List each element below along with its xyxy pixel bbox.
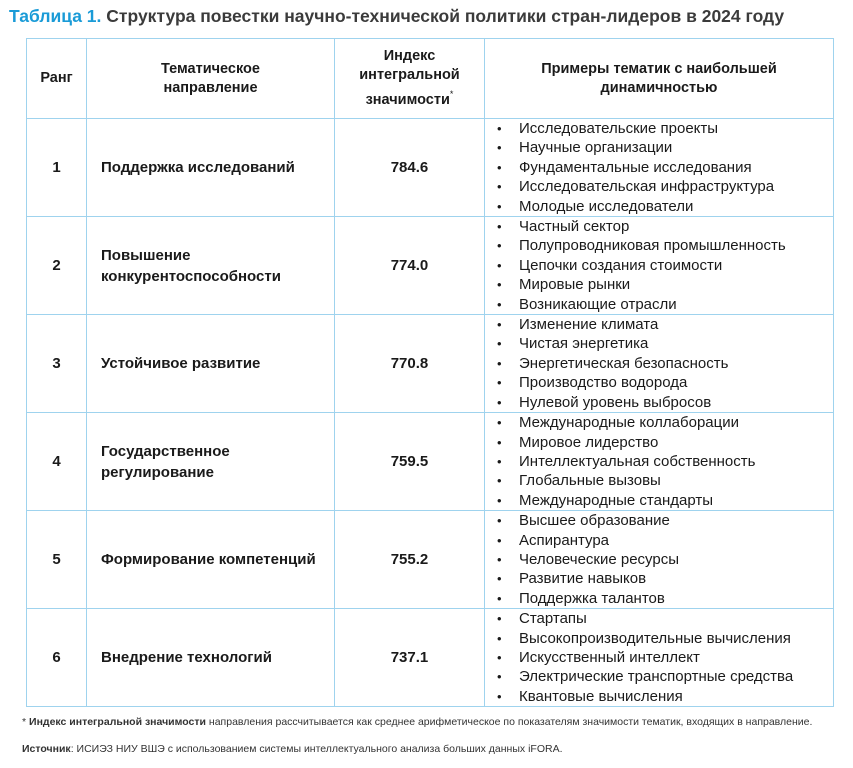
table-number: Таблица 1. (9, 6, 102, 26)
list-item (495, 413, 833, 432)
header-examples (485, 39, 834, 119)
example-topic: Международные коллаборации (519, 414, 739, 432)
bullet-icon: • (497, 649, 502, 665)
example-topic: Аспирантура (519, 531, 610, 549)
examples-cell (485, 511, 834, 609)
bullet-icon: • (497, 630, 502, 646)
header-index (335, 39, 485, 119)
table-row (27, 315, 834, 413)
header-rank: Ранг (27, 39, 87, 119)
example-topic: Интеллектуальная собственность (519, 452, 756, 470)
bullet-icon: • (497, 532, 502, 548)
examples-list (495, 511, 833, 608)
example-topic: Исследовательская инфраструктура (519, 178, 775, 196)
list-item (495, 197, 833, 216)
header-row (27, 39, 834, 119)
bullet-icon: • (497, 513, 502, 529)
examples-cell (485, 119, 834, 217)
example-topic: Мировое лидерство (519, 433, 659, 451)
source-text: : ИСИЭЗ НИУ ВШЭ с использованием системы интеллектуального анализа больших данных iFORA. (70, 743, 563, 755)
examples-cell (485, 413, 834, 511)
example-topic: Полупроводниковая промышленность (519, 237, 786, 255)
direction-cell: Устойчивое развитие (87, 315, 335, 413)
examples-list (495, 119, 833, 216)
list-item (495, 217, 833, 236)
example-topic: Частный сектор (519, 218, 630, 236)
table-caption: Структура повестки научно-технической политики стран-лидеров в 2024 году (106, 6, 785, 26)
example-topic: Чистая энергетика (519, 335, 649, 353)
bullet-icon: • (497, 219, 502, 235)
example-topic: Нулевой уровень выбросов (519, 393, 712, 411)
table-row (27, 609, 834, 707)
table-row (27, 511, 834, 609)
rank-cell: 5 (27, 511, 87, 609)
example-topic: Электрические транспортные средства (519, 668, 794, 686)
list-item (495, 471, 833, 490)
bullet-icon: • (497, 179, 502, 195)
footnote-mark: * (22, 716, 27, 728)
direction-cell: Внедрение технологий (87, 609, 335, 707)
examples-list (495, 413, 833, 510)
index-cell: 737.1 (335, 609, 485, 707)
examples-cell (485, 217, 834, 315)
footnote-term: Индекс интегральной значимости (29, 716, 206, 728)
rank-cell: 4 (27, 413, 87, 511)
bullet-icon: • (497, 198, 502, 214)
list-item (495, 589, 833, 608)
example-topic: Высшее образование (519, 512, 670, 530)
example-topic: Человеческие ресурсы (519, 550, 679, 568)
bullet-icon: • (497, 159, 502, 175)
rank-cell: 3 (27, 315, 87, 413)
table-row (27, 217, 834, 315)
index-cell: 755.2 (335, 511, 485, 609)
example-topic: Мировые рынки (519, 276, 631, 294)
list-item (495, 609, 833, 628)
list-item (495, 550, 833, 569)
example-topic: Цепочки создания стоимости (519, 256, 723, 274)
bullet-icon: • (497, 473, 502, 489)
example-topic: Производство водорода (519, 374, 688, 392)
direction-cell: Повышение конкурентоспособности (87, 217, 335, 315)
header-index-label: Индекс интегральной значимости (359, 48, 460, 108)
example-topic: Стартапы (519, 610, 587, 628)
index-cell: 784.6 (335, 119, 485, 217)
bullet-icon: • (497, 375, 502, 391)
bullet-icon: • (497, 121, 502, 136)
footnote (22, 716, 812, 728)
header-examples-label: Примеры тематик с наибольшей динамичностью (541, 60, 777, 96)
bullet-icon: • (497, 688, 502, 704)
example-topic: Искусственный интеллект (519, 648, 700, 666)
table-title (9, 6, 784, 30)
bullet-icon: • (497, 551, 502, 567)
footnote-text: направления рассчитывается как среднее арифметическое по показателям значимости тематик, входящих в направление. (208, 716, 813, 728)
example-topic: Высокопроизводительные вычисления (519, 629, 791, 647)
header-direction-label: Тематическое направление (161, 60, 260, 96)
source-note (22, 743, 563, 755)
list-item (495, 648, 833, 667)
source-label: Источник (22, 743, 71, 755)
list-item (495, 393, 833, 412)
example-topic: Изменение климата (519, 316, 659, 334)
example-topic: Поддержка талантов (519, 589, 665, 607)
example-topic: Фундаментальные исследования (519, 158, 752, 176)
list-item (495, 531, 833, 550)
bullet-icon: • (497, 277, 502, 293)
example-topic: Исследовательские проекты (519, 120, 719, 137)
direction-cell: Государственное регулирование (87, 413, 335, 511)
direction-cell: Формирование компетенций (87, 511, 335, 609)
index-cell: 759.5 (335, 413, 485, 511)
list-item (495, 295, 833, 314)
list-item (495, 433, 833, 452)
bullet-icon: • (497, 611, 502, 627)
bullet-icon: • (497, 140, 502, 156)
example-topic: Возникающие отрасли (519, 295, 677, 313)
bullet-icon: • (497, 590, 502, 606)
bullet-icon: • (497, 355, 502, 371)
examples-list (495, 217, 833, 314)
rank-cell: 1 (27, 119, 87, 217)
examples-list (495, 609, 833, 706)
list-item (495, 119, 833, 138)
bullet-icon: • (497, 571, 502, 587)
list-item (495, 158, 833, 177)
list-item (495, 177, 833, 196)
header-direction (87, 39, 335, 119)
list-item (495, 315, 833, 334)
list-item (495, 569, 833, 588)
example-topic: Квантовые вычисления (519, 687, 683, 705)
bullet-icon: • (497, 336, 502, 352)
list-item (495, 138, 833, 157)
list-item (495, 667, 833, 686)
example-topic: Молодые исследователи (519, 197, 694, 215)
example-topic: Научные организации (519, 139, 673, 157)
direction-cell: Поддержка исследований (87, 119, 335, 217)
bullet-icon: • (497, 394, 502, 410)
examples-cell (485, 315, 834, 413)
list-item (495, 256, 833, 275)
bullet-icon: • (497, 296, 502, 312)
bullet-icon: • (497, 317, 502, 333)
list-item (495, 452, 833, 471)
example-topic: Развитие навыков (519, 570, 647, 588)
list-item (495, 687, 833, 706)
list-item (495, 354, 833, 373)
examples-cell (485, 609, 834, 707)
list-item (495, 275, 833, 294)
index-cell: 770.8 (335, 315, 485, 413)
rank-cell: 2 (27, 217, 87, 315)
example-topic: Международные стандарты (519, 491, 714, 509)
list-item (495, 334, 833, 353)
list-item (495, 491, 833, 510)
agenda-table (26, 38, 834, 707)
list-item (495, 629, 833, 648)
bullet-icon: • (497, 669, 502, 685)
index-cell: 774.0 (335, 217, 485, 315)
bullet-icon: • (497, 238, 502, 254)
table-row (27, 119, 834, 217)
header-index-mark: * (449, 89, 454, 99)
rank-cell: 6 (27, 609, 87, 707)
bullet-icon: • (497, 453, 502, 469)
table-row (27, 413, 834, 511)
bullet-icon: • (497, 434, 502, 450)
list-item (495, 236, 833, 255)
list-item (495, 373, 833, 392)
bullet-icon: • (497, 257, 502, 273)
example-topic: Энергетическая безопасность (519, 354, 729, 372)
list-item (495, 511, 833, 530)
examples-list (495, 315, 833, 412)
bullet-icon: • (497, 415, 502, 431)
bullet-icon: • (497, 492, 502, 508)
example-topic: Глобальные вызовы (519, 472, 661, 490)
